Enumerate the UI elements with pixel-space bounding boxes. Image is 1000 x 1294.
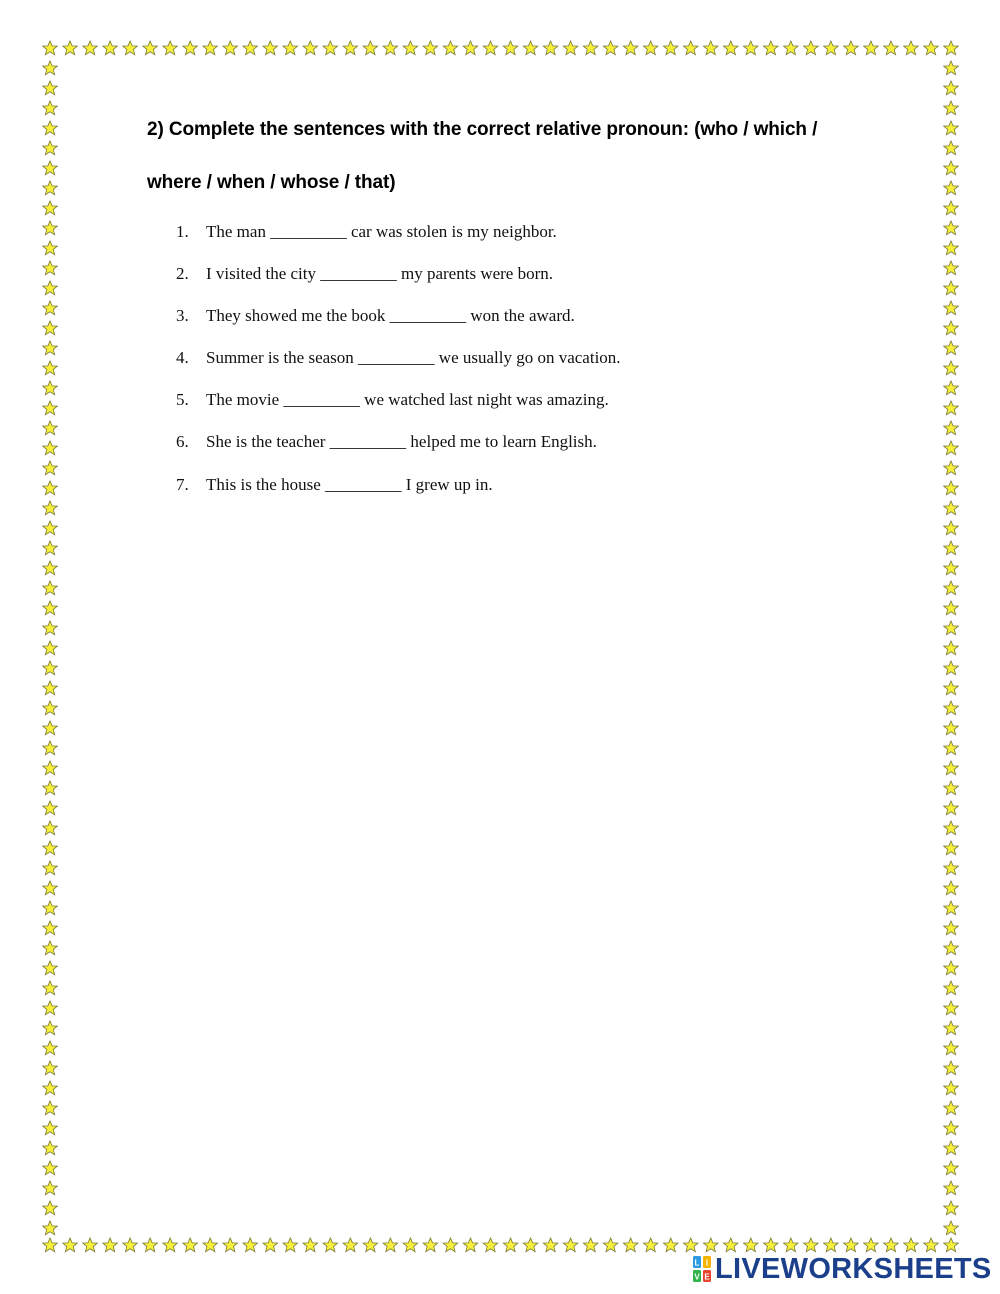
svg-text:I: I [705, 1258, 709, 1268]
item-sentence: The movie _________ we watched last night was amazing. [206, 390, 609, 409]
item-sentence: This is the house _________ I grew up in. [206, 475, 493, 494]
item-sentence: She is the teacher _________ helped me to learn English. [206, 432, 597, 451]
instruction-heading: 2) Complete the sentences with the correct relative pronoun: (who / which / [147, 119, 818, 140]
item-number: 2. [176, 264, 189, 283]
item-sentence: I visited the city _________ my parents were born. [206, 264, 554, 283]
item-number: 7. [176, 475, 189, 494]
exercise-item-4 [176, 348, 621, 368]
svg-text:E: E [704, 1272, 710, 1282]
exercise-item-2 [176, 264, 553, 284]
svg-text:L: L [694, 1258, 700, 1268]
instruction-heading-continued: where / when / whose / that) [147, 172, 396, 193]
item-number: 6. [176, 432, 189, 451]
liveworksheets-logo-icon [692, 1255, 712, 1283]
exercise-item-6 [176, 432, 597, 452]
exercise-item-1 [176, 222, 557, 242]
exercise-item-7 [176, 475, 493, 495]
item-number: 3. [176, 306, 189, 325]
item-number: 4. [176, 348, 189, 367]
item-sentence: They showed me the book _________ won the award. [206, 306, 575, 325]
liveworksheets-wordmark: LIVEWORKSHEETS [715, 1252, 992, 1285]
item-number: 5. [176, 390, 189, 409]
svg-text:V: V [694, 1272, 700, 1282]
item-sentence: Summer is the season _________ we usually go on vacation. [206, 348, 621, 367]
liveworksheets-watermark [692, 1252, 992, 1286]
exercise-item-3 [176, 306, 575, 326]
exercise-item-5 [176, 390, 609, 410]
item-sentence: The man _________ car was stolen is my neighbor. [206, 222, 557, 241]
item-number: 1. [176, 222, 189, 241]
